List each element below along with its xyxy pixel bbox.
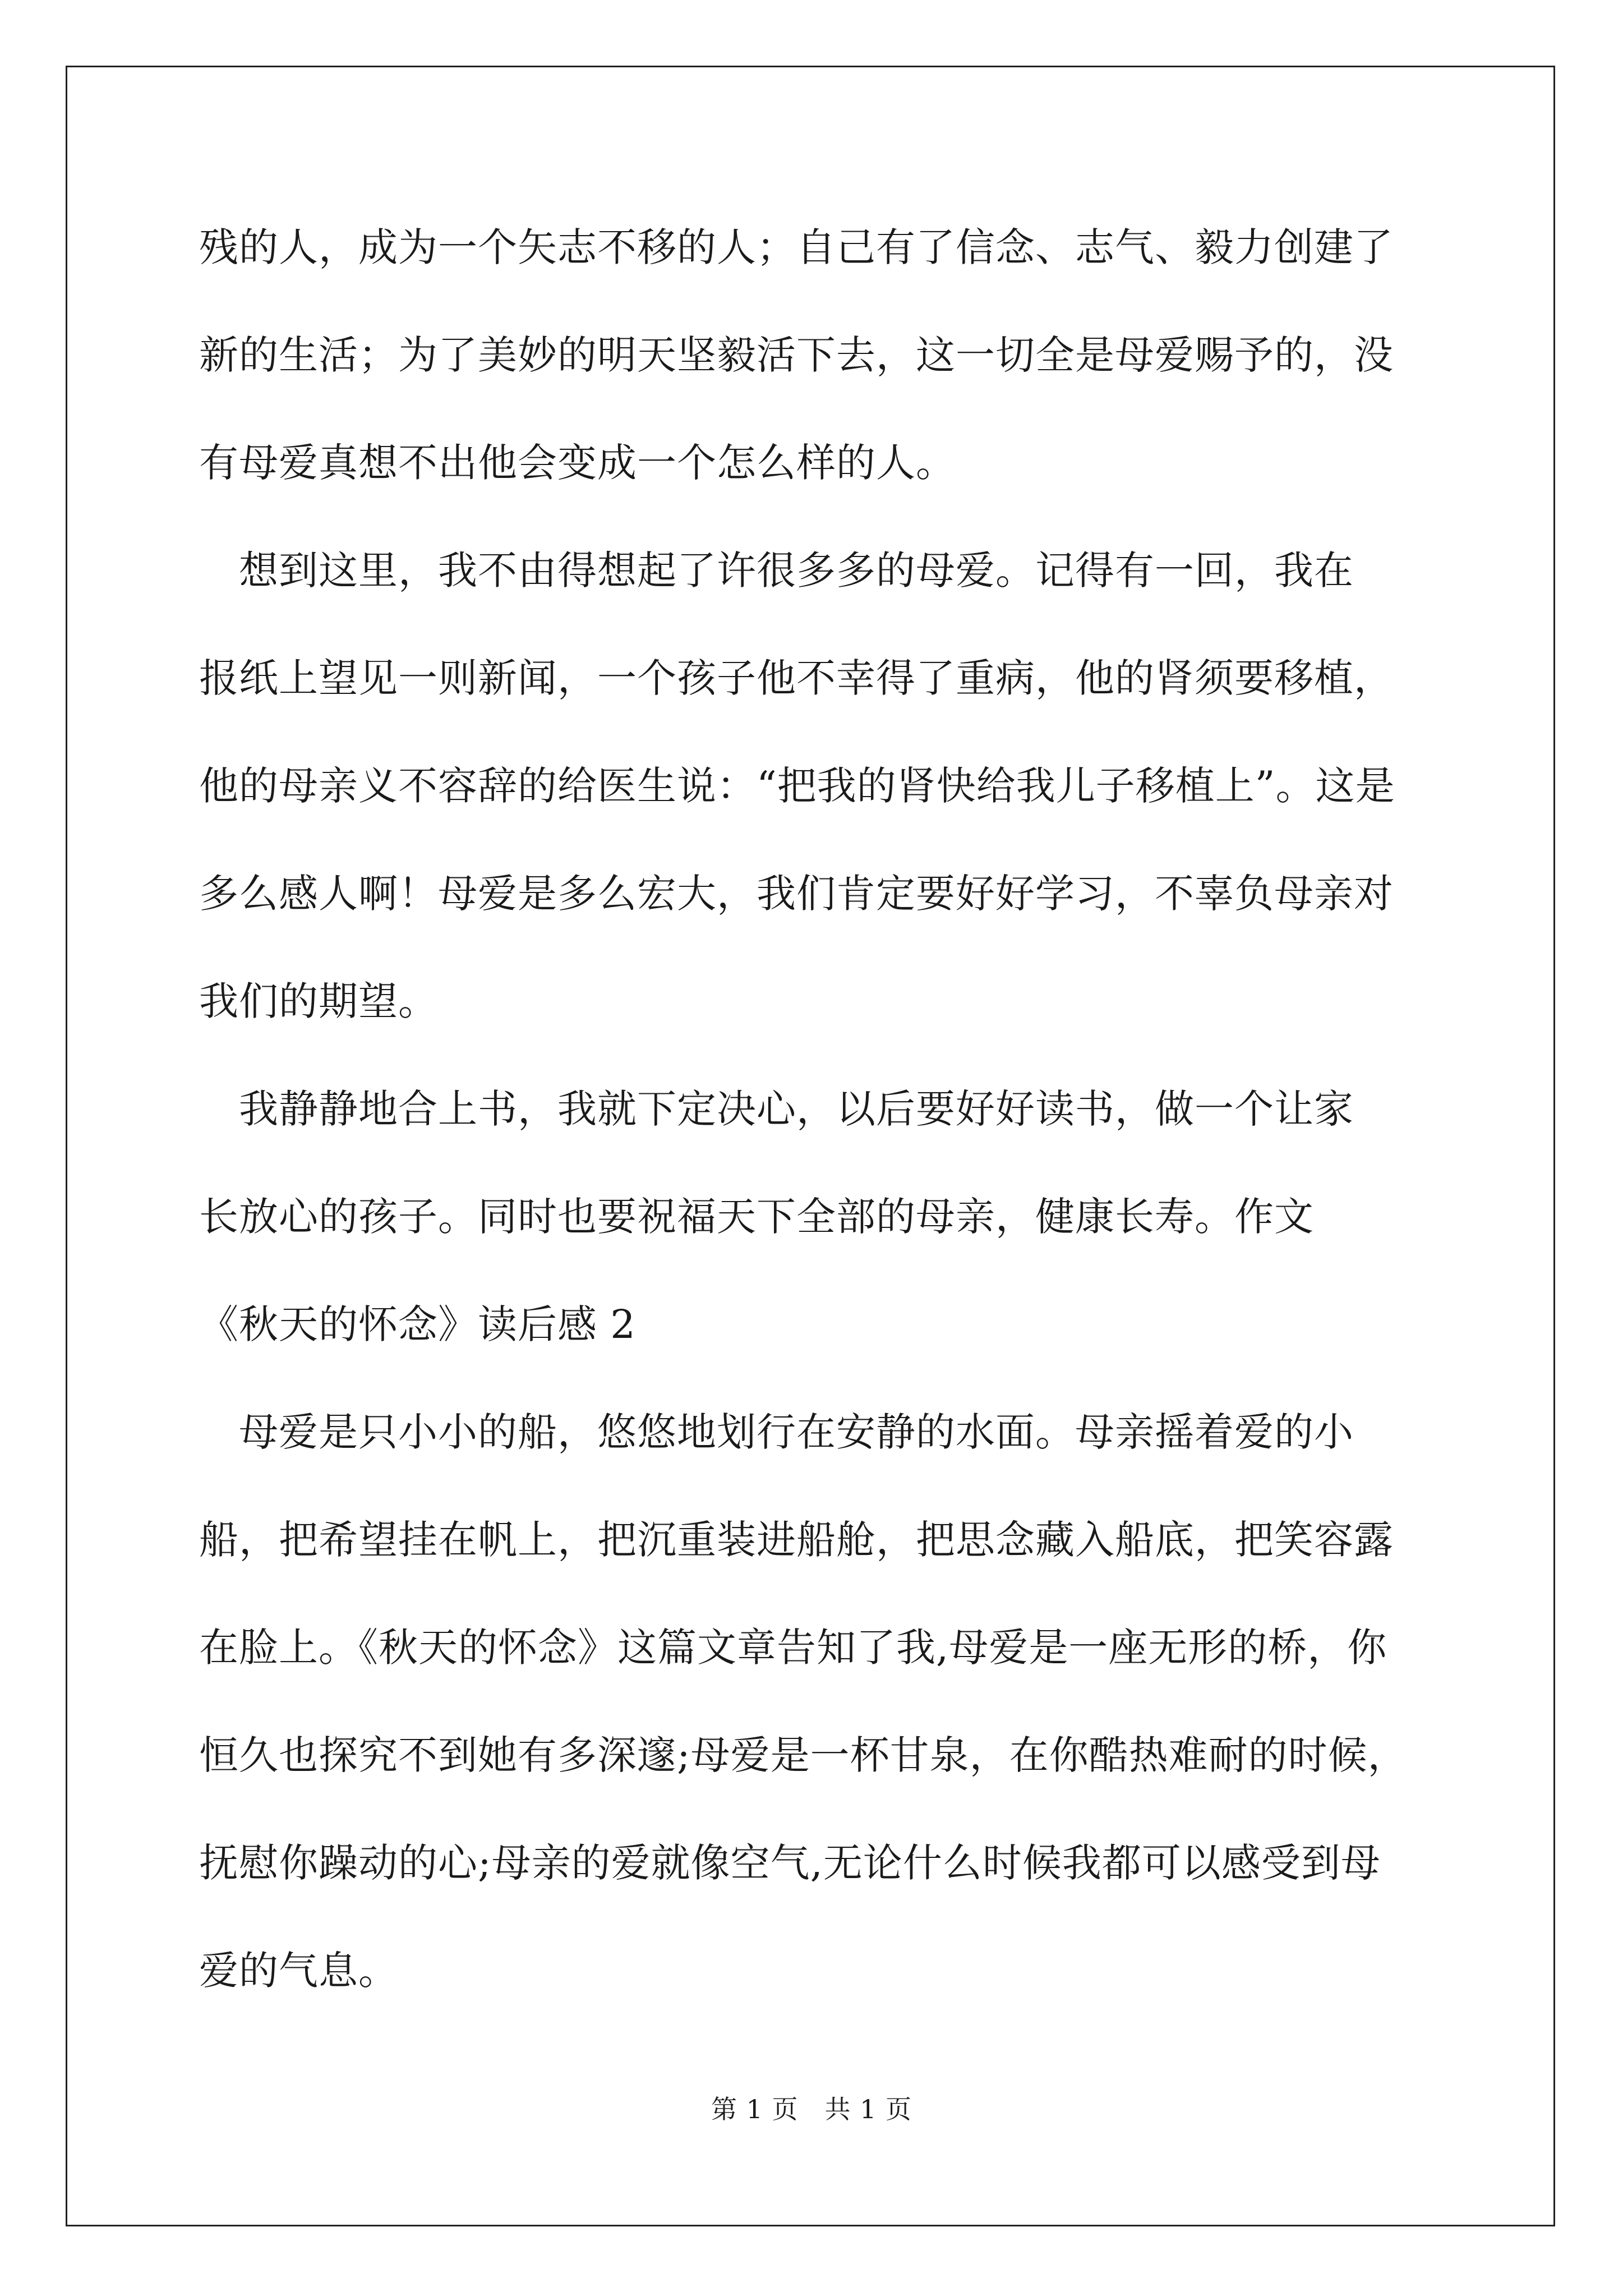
text-line: 残的人，成为一个矢志不移的人；自己有了信念、志气、毅力创建了	[199, 224, 1394, 270]
text-line: 恒久也探究不到她有多深邃;母爱是一杯甘泉，在你酷热难耐的时候，	[199, 1732, 1408, 1778]
text-line: 长放心的孩子。同时也要祝福天下全部的母亲，健康长寿。作文	[199, 1194, 1314, 1240]
text-line: 船，把希望挂在帆上，把沉重装进船舱，把思念藏入船底，把笑容露	[199, 1517, 1394, 1563]
text-line: 在脸上。《秋天的怀念》这篇文章告知了我,母爱是一座无形的桥，你	[199, 1625, 1387, 1671]
text-line: 多么感人啊！母爱是多么宏大，我们肯定要好好学习，不辜负母亲对	[199, 871, 1394, 917]
text-line: 有母爱真想不出他会变成一个怎么样的人。	[199, 440, 956, 486]
section-heading: 《秋天的怀念》读后感 2	[199, 1301, 636, 1347]
text-line: 抚慰你躁动的心;母亲的爱就像空气,无论什么时候我都可以感受到母	[199, 1840, 1381, 1886]
text-line: 我静静地合上书，我就下定决心，以后要好好读书，做一个让家	[199, 1086, 1354, 1132]
text-line: 母爱是只小小的船，悠悠地划行在安静的水面。母亲摇着爱的小	[199, 1409, 1354, 1455]
text-line: 想到这里，我不由得想起了许很多多的母爱。记得有一回，我在	[199, 547, 1354, 593]
page-border	[66, 66, 1555, 2226]
text-line: 报纸上望见一则新闻，一个孩子他不幸得了重病，他的肾须要移植，	[199, 655, 1394, 701]
text-line: 他的母亲义不容辞的给医生说：“把我的肾快给我儿子移植上”。这是	[199, 763, 1395, 809]
text-line: 新的生活；为了美妙的明天坚毅活下去，这一切全是母爱赐予的，没	[199, 332, 1394, 378]
text-line: 我们的期望。	[199, 978, 438, 1024]
page-number-footer: 第 1 页 共 1 页	[711, 2094, 912, 2124]
text-line: 爱的气息。	[199, 1948, 398, 1994]
